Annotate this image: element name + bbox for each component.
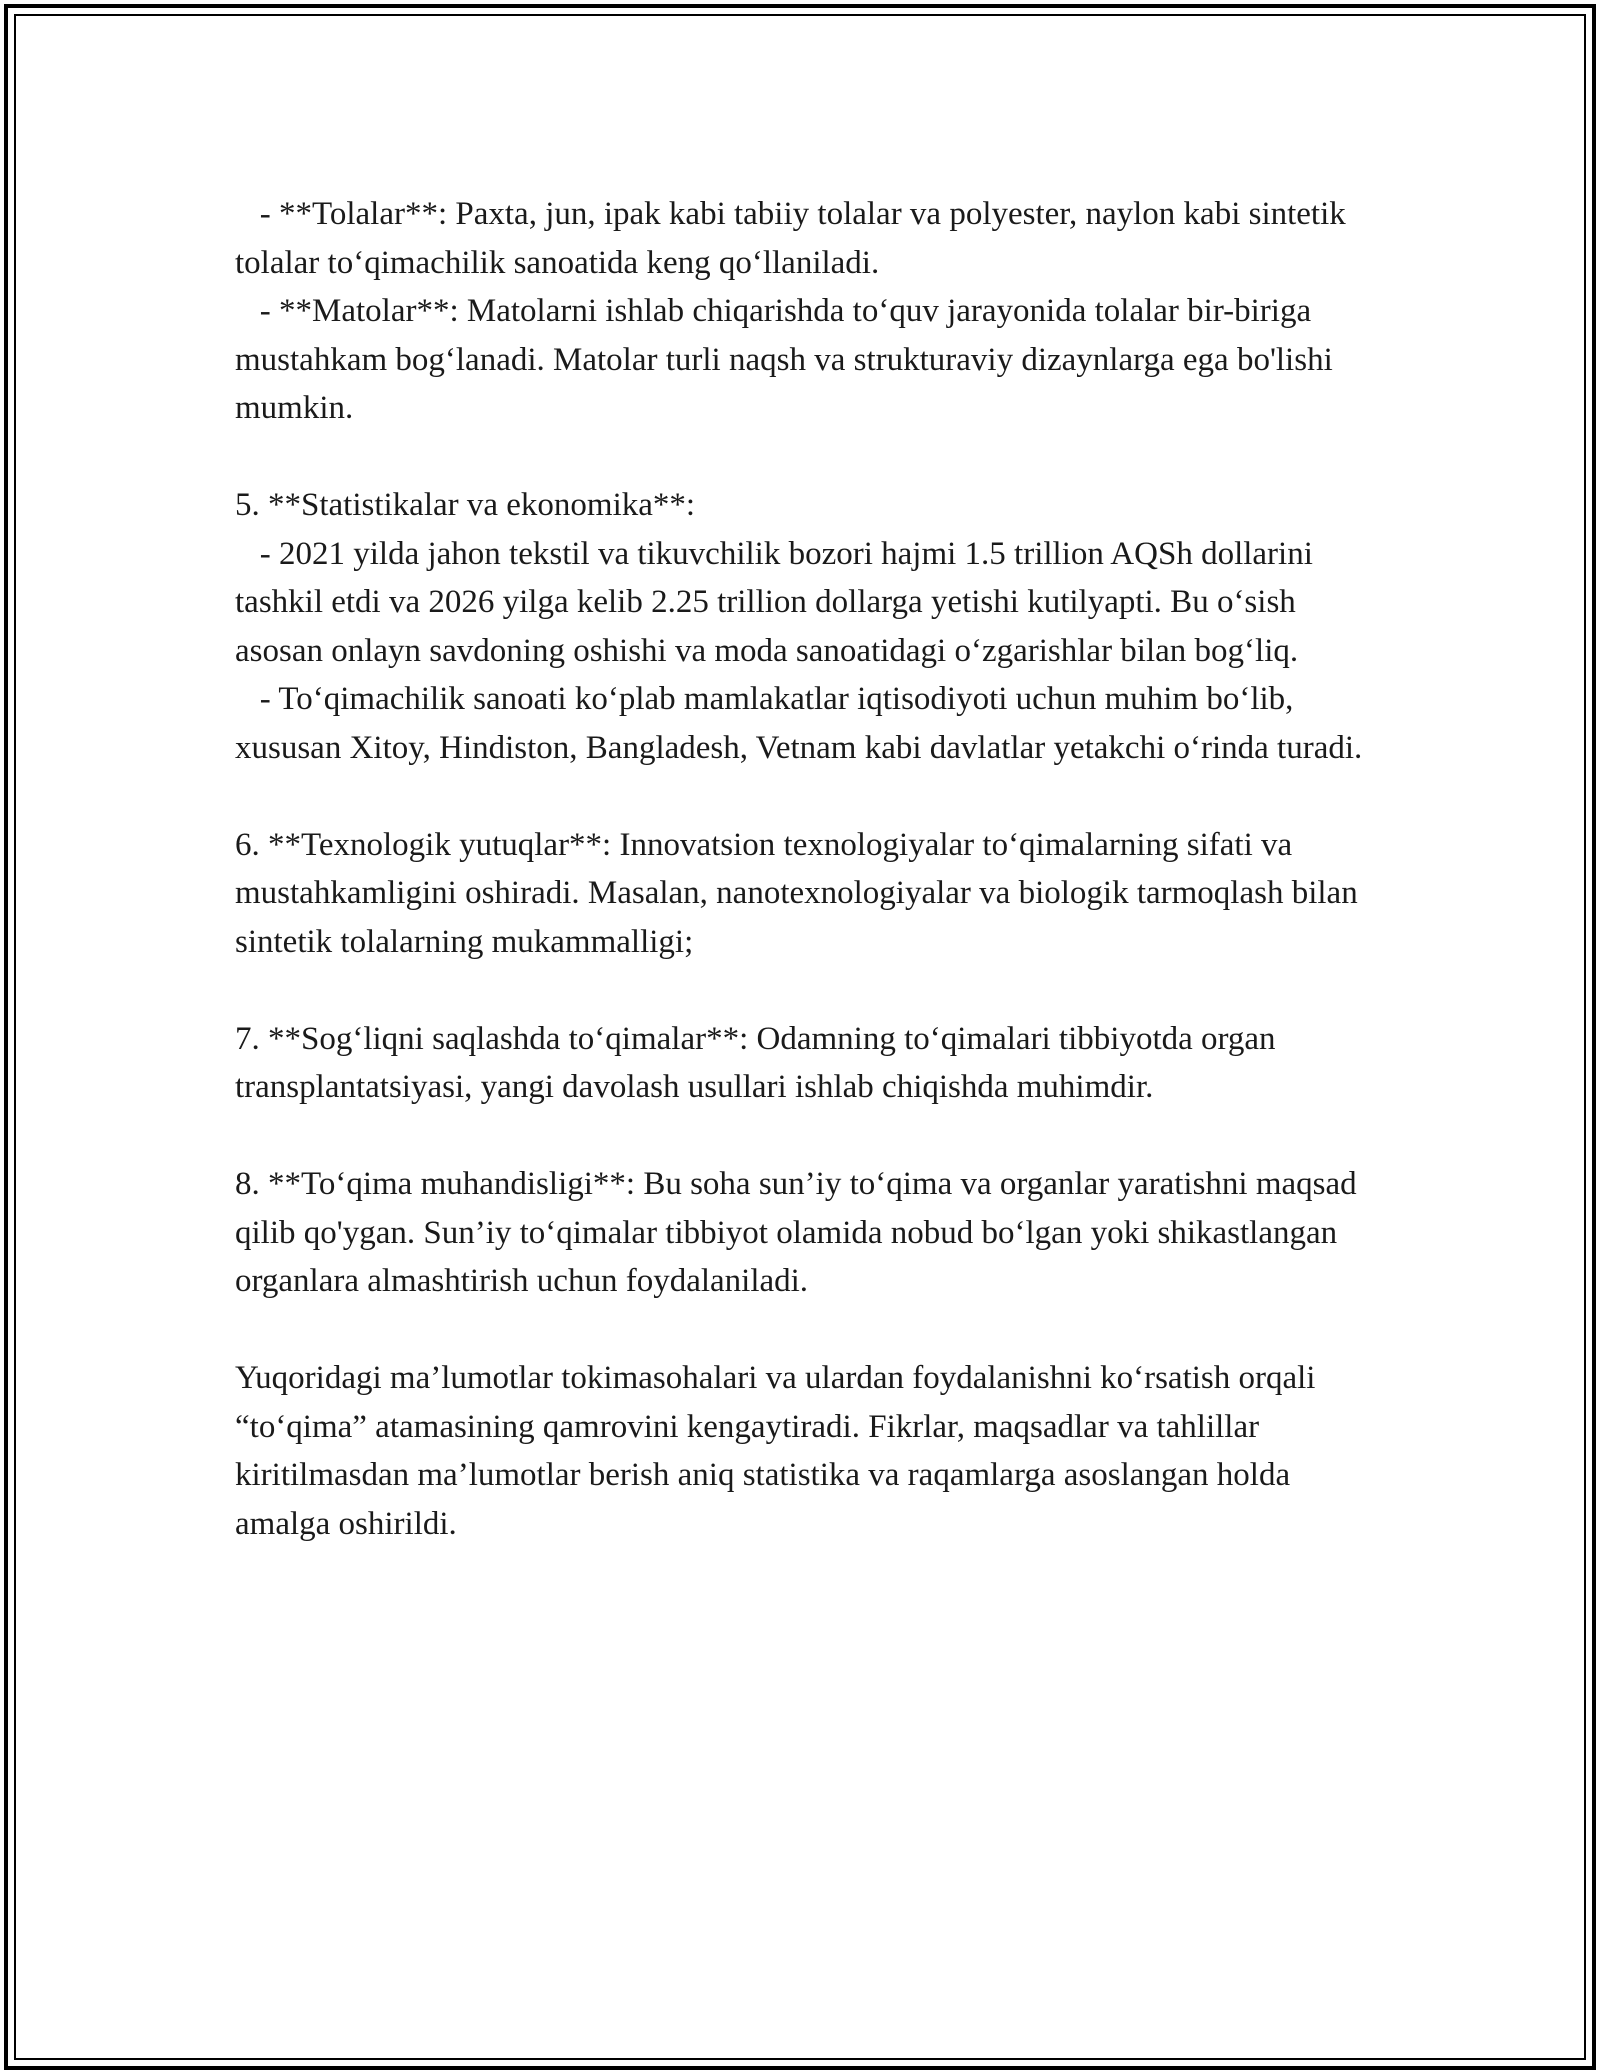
document-body <box>235 190 1365 1548</box>
section-sogliqni-saqlash: 7. **Sog‘liqni saqlashda to‘qimalar**: Odamning to‘qimalari tibbiyotda organ transplantatsiyasi, yangi davolash usullari ishlab chiqishda muhimdir. <box>235 1020 1284 1105</box>
paragraph-spacer <box>235 1306 1365 1355</box>
paragraph-spacer <box>235 433 1365 482</box>
paragraph-spacer <box>235 772 1365 821</box>
bullet-market-size: - 2021 yilda jahon tekstil va tikuvchilik bozori hajmi 1.5 trillion AQSh dollarini tashkil etdi va 2026 yilga kelib 2.25 trillion dollarga yetishi kutilyapti. Bu o‘sish asosan onlayn savdoning oshishi va moda sanoatidagi o‘zgarishlar bilan bog‘liq. <box>235 535 1322 669</box>
section-texnologik-yutuqlar: 6. **Texnologik yutuqlar**: Innovatsion texnologiyalar to‘qimalarning sifati va mustahkamligini oshiradi. Masalan, nanotexnologiyalar va biologik tarmoqlash bilan sintetik tolalarning mukammalligi; <box>235 826 1366 960</box>
section-toqima-muhandisligi: 8. **To‘qima muhandisligi**: Bu soha sun’iy to‘qima va organlar yaratishni maqsad qilib qo'ygan. Sun’iy to‘qimalar tibbiyot olamida nobud bo‘lgan yoki shikastlangan organlara almashtirish uchun foydalaniladi. <box>235 1166 1365 1299</box>
paragraph-spacer <box>235 1112 1365 1161</box>
section-heading-statistikalar: 5. **Statistikalar va ekonomika**: <box>235 487 696 523</box>
paragraph-spacer <box>235 966 1365 1015</box>
bullet-matolar: - **Matolar**: Matolarni ishlab chiqarishda to‘quv jarayonida tolalar bir-biriga mustahkam bog‘lanadi. Matolar turli naqsh va strukturaviy dizaynlarga ega bo'lishi mumkin. <box>235 293 1341 426</box>
bullet-tolalar: - **Tolalar**: Paxta, jun, ipak kabi tabiiy tolalar va polyester, naylon kabi sintetik tolalar to‘qimachilik sanoatida keng qo‘llaniladi. <box>235 196 1355 281</box>
bullet-countries: - To‘qimachilik sanoati ko‘plab mamlakatlar iqtisodiyoti uchun muhim bo‘lib, xususan Xitoy, Hindiston, Bangladesh, Vetnam kabi davlatlar yetakchi o‘rinda turadi. <box>235 681 1363 766</box>
conclusion-paragraph: Yuqoridagi ma’lumotlar tokimasohalari va ulardan foydalanishni ko‘rsatish orqali “to‘qima” atamasining qamrovini kengaytiradi. Fikrlar, maqsadlar va tahlillar kiritilmasdan ma’lumotlar berish aniq statistika va raqamlarga asoslangan holda amalga oshirildi. <box>235 1360 1324 1542</box>
